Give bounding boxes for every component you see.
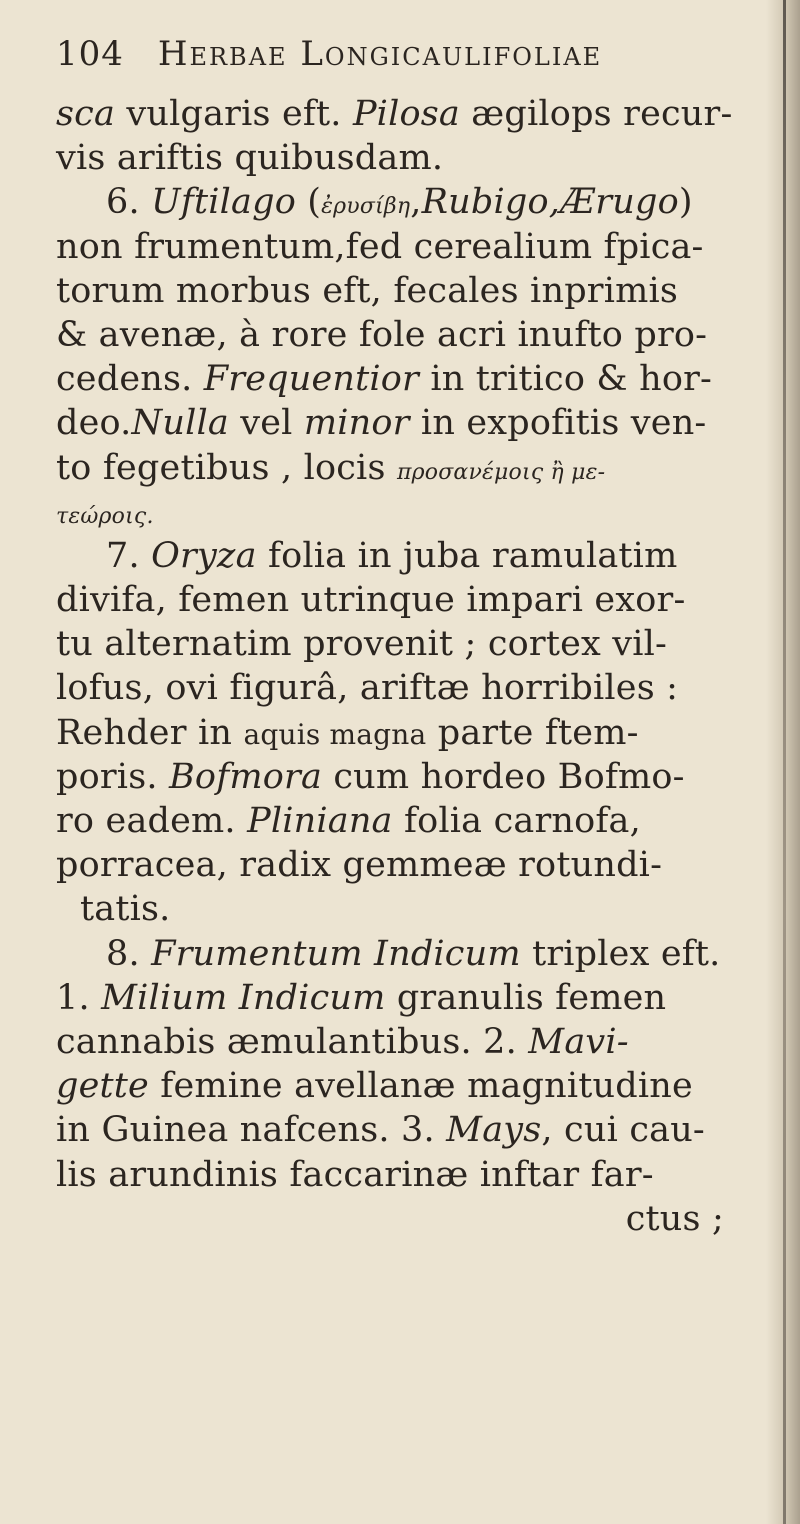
text-span: folia in juba ramulatim — [256, 535, 678, 576]
text-line — [56, 1153, 768, 1197]
text-line — [56, 446, 768, 490]
text-span: divifa, femen utrinque impari exor- — [56, 580, 686, 621]
text-span: ctus ; — [625, 1198, 724, 1239]
text-span: 6. — [106, 182, 152, 223]
text-line — [56, 357, 768, 401]
text-span: tatis. — [80, 889, 171, 930]
text-span: folia carnofa, — [392, 801, 641, 841]
text-span: , cui cau- — [541, 1110, 705, 1151]
text-line — [56, 799, 768, 843]
small-text: aquis magna — [243, 717, 427, 751]
text-span: ) — [678, 182, 693, 223]
text-line — [56, 490, 768, 534]
italic-word: Frumentum Indicum — [151, 933, 521, 974]
text-span: to fegetibus , locis — [56, 447, 397, 488]
text-span: in tritico & hor- — [419, 359, 713, 400]
text-line — [56, 92, 768, 136]
text-span: porracea, radix gemmeæ rotundi- — [56, 845, 663, 886]
text-span: in expofitis ven- — [409, 403, 707, 444]
text-line — [56, 887, 768, 931]
text-line — [56, 711, 768, 755]
text-line — [56, 269, 768, 313]
text-line — [56, 1108, 768, 1152]
italic-word: Rubigo,Ærugo — [421, 182, 679, 223]
text-line — [56, 225, 768, 269]
text-span: parte ftem- — [426, 712, 639, 753]
text-span: ægilops recur- — [459, 94, 733, 134]
text-span: , — [410, 182, 422, 223]
text-span: lofus, ovi figurâ, ariftæ horribiles : — [56, 668, 679, 709]
italic-word: gette — [56, 1066, 149, 1107]
running-title: Herbae Longicaulifoliae — [157, 34, 603, 74]
text-line — [56, 976, 768, 1020]
italic-word: Mavi- — [528, 1021, 629, 1062]
text-span: non frumentum,fed cerealium fpica- — [56, 226, 704, 267]
greek-word: ἐρυσίβη — [321, 194, 411, 220]
text-span: 8. — [106, 933, 152, 974]
text-line — [56, 578, 768, 622]
page-header — [56, 34, 756, 74]
text-line — [56, 755, 768, 799]
italic-word: Pilosa — [352, 94, 460, 134]
text-line — [56, 666, 768, 710]
italic-word: Pliniana — [247, 801, 393, 841]
text-line — [56, 136, 768, 180]
text-line — [56, 401, 768, 445]
text-line — [56, 534, 768, 578]
italic-word: Nulla — [131, 403, 229, 444]
text-span: & avenæ, à rore fole acri inufto pro- — [56, 314, 708, 355]
text-span: tu alternatim provenit ; cortex vil- — [56, 624, 668, 665]
text-span: 1. — [56, 977, 102, 1018]
text-span: 7. — [106, 535, 152, 576]
italic-word: Milium Indicum — [101, 977, 386, 1018]
text-span: in Guinea nafcens. 3. — [56, 1110, 447, 1151]
italic-word: minor — [303, 403, 410, 444]
text-span: vel — [228, 403, 304, 444]
text-line — [56, 932, 768, 976]
text-span: cedens. — [56, 359, 204, 400]
greek-word: τεώροις. — [56, 503, 154, 529]
text-span: deo. — [56, 403, 132, 444]
text-span: vis ariftis quibusdam. — [56, 138, 444, 179]
text-line — [56, 1064, 768, 1108]
italic-word: Mays — [446, 1110, 542, 1151]
binding-edge — [783, 0, 786, 1524]
text-line — [56, 313, 768, 357]
text-line — [56, 180, 768, 224]
text-span: ( — [295, 182, 322, 223]
text-span: cum hordeo Bofmo- — [322, 756, 685, 797]
italic-word: sca — [56, 94, 116, 134]
text-line — [56, 622, 768, 666]
catchword — [56, 1197, 768, 1241]
italic-word: Frequentior — [203, 359, 419, 400]
text-span: torum morbus eft, fecales inprimis — [56, 270, 679, 311]
page-number: 104 — [56, 34, 124, 74]
text-line — [56, 843, 768, 887]
italic-word: Uftilago — [151, 182, 296, 223]
text-span: Rehder in — [56, 712, 244, 753]
body-text — [56, 92, 768, 1241]
text-span: poris. — [56, 756, 170, 797]
text-span: granulis femen — [385, 977, 667, 1018]
greek-word: προσανέμοις ἢ με- — [396, 459, 606, 485]
italic-word: Bofmora — [169, 756, 323, 797]
text-line — [56, 1020, 768, 1064]
text-span: triplex eft. — [520, 933, 721, 974]
text-span: lis arundinis faccarinæ inftar far- — [56, 1154, 654, 1195]
italic-word: Oryza — [151, 535, 257, 576]
text-span: femine avellanæ magnitudine — [148, 1066, 693, 1107]
text-span: vulgaris eft. — [115, 94, 353, 134]
text-span: ro eadem. — [56, 801, 248, 841]
text-span: cannabis æmulantibus. 2. — [56, 1021, 529, 1062]
